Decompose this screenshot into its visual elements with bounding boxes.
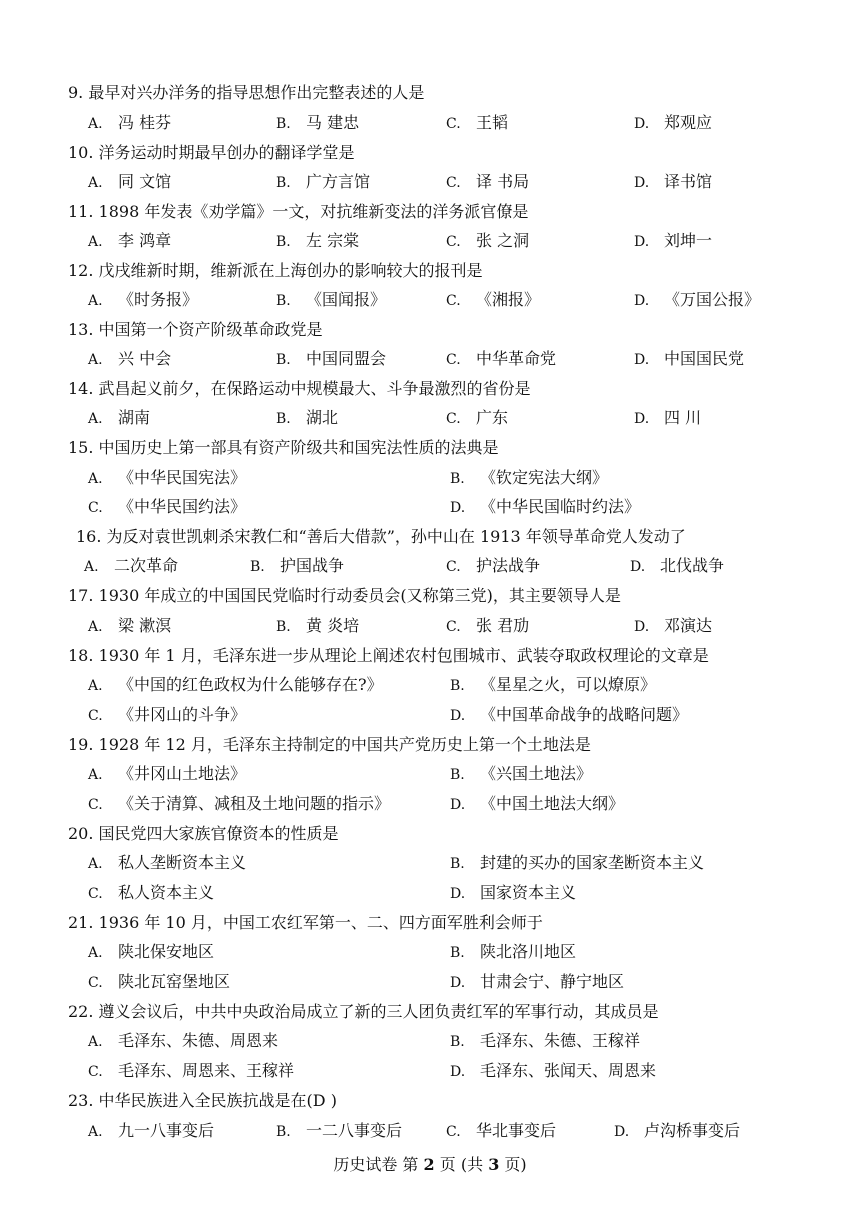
option-c: C. 广东 [446, 408, 509, 427]
option-d: D. 《中国土地法大纲》 [450, 794, 625, 813]
option-b: B. 中国同盟会 [276, 349, 387, 368]
option-a: A. 同 文馆 [88, 172, 172, 191]
question-stem: 9. 最早对兴办洋务的指导思想作出完整表述的人是 [68, 83, 425, 102]
option-b: B. 湖北 [276, 408, 339, 427]
option-d: D. 刘坤一 [634, 231, 713, 250]
option-c: C. 《湘报》 [446, 290, 541, 309]
option-b: B. 马 建忠 [276, 113, 360, 132]
option-b: B. 左 宗棠 [276, 231, 360, 250]
question-stem: 21. 1936 年 10 月，中国工农红军第一、二、四方面军胜利会师于 [68, 913, 543, 932]
option-c: C. 华北事变后 [446, 1121, 557, 1140]
option-a: A. 九一八事变后 [88, 1121, 215, 1140]
option-c: C. 护法战争 [446, 556, 541, 575]
option-a: A. 《中国的红色政权为什么能够存在?》 [88, 675, 383, 694]
option-c: C. 毛泽东、周恩来、王稼祥 [88, 1061, 295, 1080]
option-d: D. 甘肃会宁、静宁地区 [450, 972, 625, 991]
option-a: A. 《井冈山土地法》 [88, 764, 247, 783]
option-b: B. 毛泽东、朱德、王稼祥 [450, 1031, 641, 1050]
option-a: A. 《中华民国宪法》 [88, 468, 247, 487]
option-d: D. 郑观应 [634, 113, 713, 132]
option-b: B. 《钦定宪法大纲》 [450, 468, 609, 487]
option-d: D. 《万国公报》 [634, 290, 761, 309]
option-b: B. 黄 炎培 [276, 616, 360, 635]
option-b: B. 封建的买办的国家垄断资本主义 [450, 853, 705, 872]
question-stem: 15. 中国历史上第一部具有资产阶级共和国宪法性质的法典是 [68, 438, 499, 457]
option-a: A. 《时务报》 [88, 290, 199, 309]
question-stem: 14. 武昌起义前夕，在保路运动中规模最大、斗争最激烈的省份是 [68, 379, 531, 398]
option-a: A. 毛泽东、朱德、周恩来 [88, 1031, 279, 1050]
option-c: C. 私人资本主义 [88, 883, 215, 902]
option-a: A. 梁 漱溟 [88, 616, 172, 635]
option-d: D. 《中华民国临时约法》 [450, 497, 641, 516]
option-a: A. 二次革命 [84, 556, 179, 575]
option-b: B. 一二八事变后 [276, 1121, 403, 1140]
option-d: D. 北伐战争 [630, 556, 725, 575]
option-c: C. 王韬 [446, 113, 509, 132]
option-c: C. 张 之洞 [446, 231, 530, 250]
footer-mid: 页 (共 [439, 1155, 484, 1174]
option-c: C. 中华革命党 [446, 349, 557, 368]
question-stem: 18. 1930 年 1 月，毛泽东进一步从理论上阐述农村包围城市、武装夺取政权理论的文章是 [68, 646, 709, 665]
option-d: D. 邓演达 [634, 616, 713, 635]
footer-total-pages: 3 [488, 1155, 500, 1174]
question-stem: 10. 洋务运动时期最早创办的翻译学堂是 [68, 143, 355, 162]
question-stem: 20. 国民党四大家族官僚资本的性质是 [68, 824, 339, 843]
option-a: A. 湖南 [88, 408, 151, 427]
option-d: D. 毛泽东、张闻天、周恩来 [450, 1061, 657, 1080]
option-a: A. 私人垄断资本主义 [88, 853, 247, 872]
option-d: D. 《中国革命战争的战略问题》 [450, 705, 689, 724]
footer-prefix: 历史试卷 第 [333, 1155, 419, 1174]
footer-suffix: 页) [504, 1155, 527, 1174]
option-c: C. 《关于清算、减租及土地问题的指示》 [88, 794, 391, 813]
question-stem: 22. 遵义会议后，中共中央政治局成立了新的三人团负责红军的军事行动，其成员是 [68, 1002, 659, 1021]
option-b: B. 陕北洛川地区 [450, 942, 577, 961]
option-d: D. 卢沟桥事变后 [614, 1121, 741, 1140]
question-stem: 16. 为反对袁世凯刺杀宋教仁和“善后大借款”，孙中山在 1913 年领导革命党人发动了 [76, 527, 686, 546]
option-d: D. 中国国民党 [634, 349, 745, 368]
option-b: B. 护国战争 [250, 556, 345, 575]
option-b: B. 《星星之火，可以燎原》 [450, 675, 657, 694]
option-c: C. 《井冈山的斗争》 [88, 705, 247, 724]
footer-page-number: 2 [423, 1155, 435, 1174]
option-d: D. 四 川 [634, 408, 702, 427]
question-stem: 19. 1928 年 12 月，毛泽东主持制定的中国共产党历史上第一个土地法是 [68, 735, 591, 754]
option-a: A. 李 鸿章 [88, 231, 172, 250]
option-a: A. 兴 中会 [88, 349, 172, 368]
option-a: A. 陕北保安地区 [88, 942, 215, 961]
option-c: C. 张 君劢 [446, 616, 530, 635]
option-a: A. 冯 桂芬 [88, 113, 172, 132]
option-d: D. 国家资本主义 [450, 883, 577, 902]
option-c: C. 译 书局 [446, 172, 530, 191]
option-b: B. 广方言馆 [276, 172, 371, 191]
question-stem: 23. 中华民族进入全民族抗战是在(D ) [68, 1091, 337, 1110]
question-stem: 17. 1930 年成立的中国国民党临时行动委员会(又称第三党)，其主要领导人是 [68, 586, 621, 605]
option-c: C. 陕北瓦窑堡地区 [88, 972, 231, 991]
option-c: C. 《中华民国约法》 [88, 497, 247, 516]
option-d: D. 译书馆 [634, 172, 713, 191]
question-stem: 13. 中国第一个资产阶级革命政党是 [68, 320, 323, 339]
option-b: B. 《兴国土地法》 [450, 764, 593, 783]
option-b: B. 《国闻报》 [276, 290, 387, 309]
page-footer [0, 1154, 860, 1176]
question-stem: 12. 戊戌维新时期，维新派在上海创办的影响较大的报刊是 [68, 261, 483, 280]
question-stem: 11. 1898 年发表《劝学篇》一文，对抗维新变法的洋务派官僚是 [68, 202, 529, 221]
